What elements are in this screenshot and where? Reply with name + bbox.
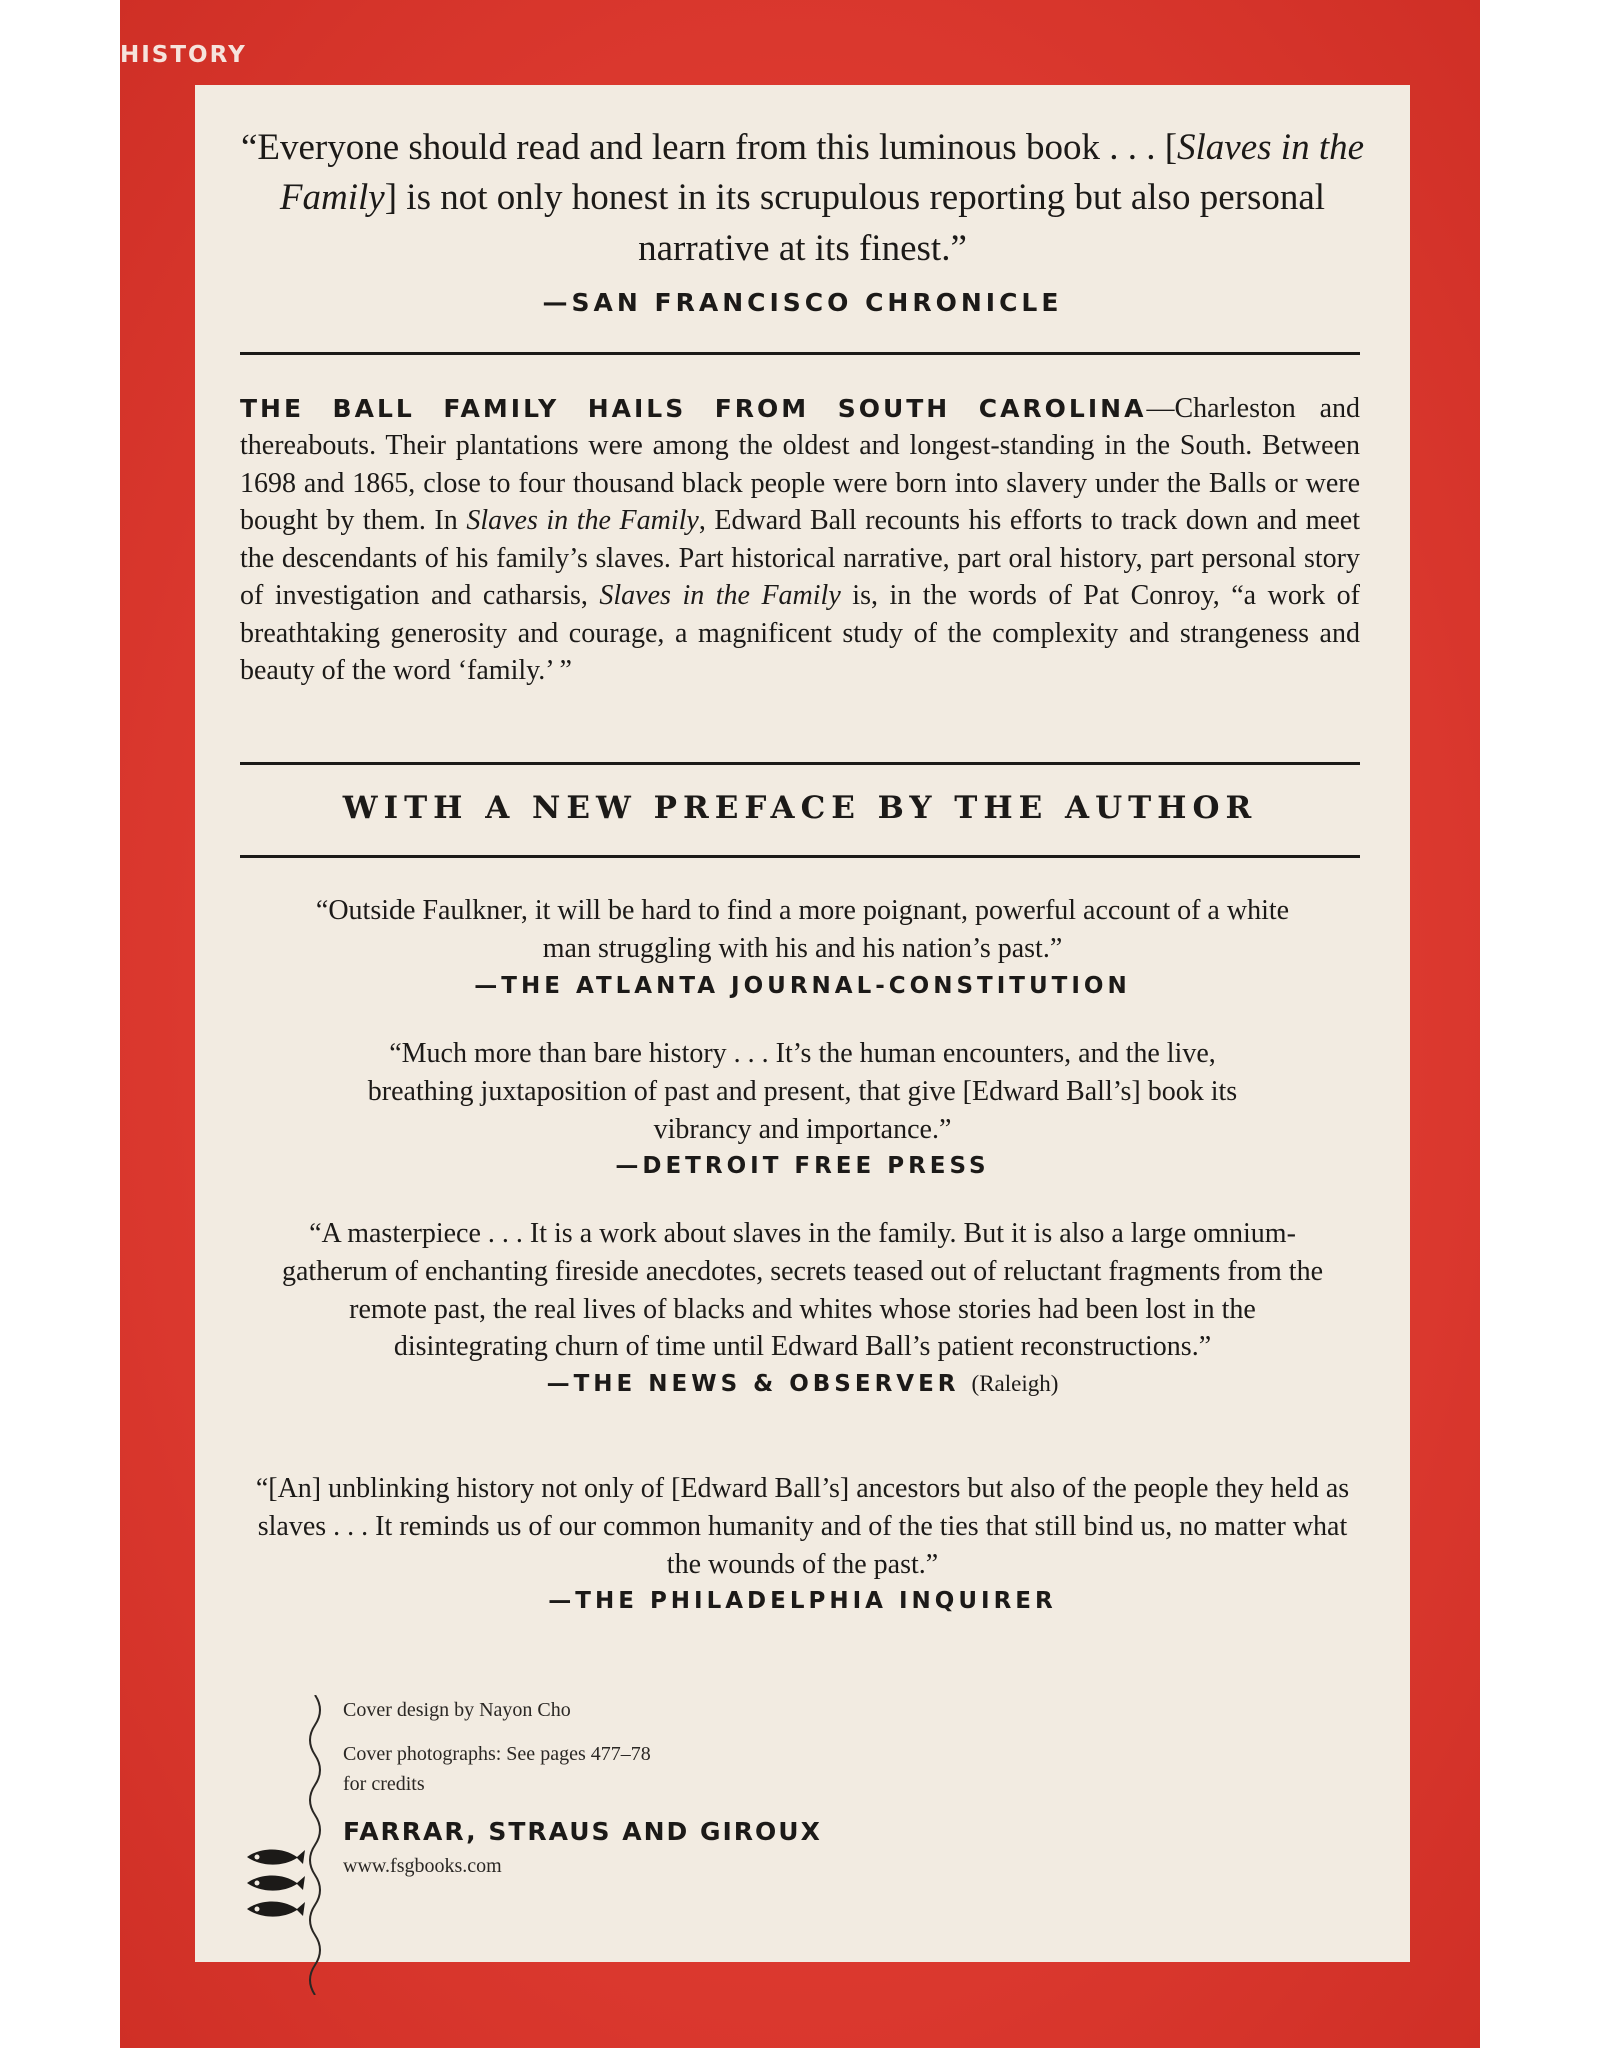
lead-quote-source: —SAN FRANCISCO CHRONICLE: [542, 287, 1063, 317]
credit-text: [343, 1695, 822, 1881]
lead-quote: [240, 123, 1365, 318]
divider-top: [240, 352, 1360, 355]
fsg-fish-icon: [243, 1845, 307, 1925]
lead-quote-title: Slaves in the Family: [279, 127, 1365, 219]
squiggle-divider-icon: [303, 1695, 327, 1995]
lead-quote-text: [240, 123, 1365, 274]
review-quote-2: [335, 1035, 1270, 1183]
review-quote-4-source: —THE PHILADELPHIA INQUIRER: [548, 1588, 1057, 1615]
cover-design-credit: Cover design by Nayon Cho: [343, 1699, 571, 1721]
publisher-website: www.fsgbooks.com: [343, 1854, 502, 1877]
summary-part1: —Charleston and thereabouts. Their plantations were among the oldest and longest-standing in the South. Between 1698 and 1865, close to four thousand black people were born into slavery under the Balls or were bought by them. In: [240, 393, 1360, 537]
review-quote-2-text: “Much more than bare history . . . It’s the human encounters, and the live, breathing juxtaposition of past and present, that give [Edward Ball’s] book its vibrancy and importance.”: [367, 1038, 1238, 1145]
review-quote-1: [295, 892, 1310, 1002]
review-quote-4: [245, 1470, 1360, 1618]
review-quote-1-source: —THE ATLANTA JOURNAL-CONSTITUTION: [474, 972, 1131, 999]
credits-block: [243, 1695, 843, 2015]
review-quote-4-text: “[An] unblinking history not only of [Edward Ball’s] ancestors but also of the people they held as slaves . . . It reminds us of our common humanity and of the ties that still bind us, no matter what the wounds of the past.”: [255, 1473, 1350, 1580]
summary-part2: , Edward Ball recounts his efforts to track down and meet the descendants of his family’s slaves. Part historical narrative, part oral history, part personal story of investigation and catharsis,: [240, 505, 1361, 612]
review-quote-3-text: “A masterpiece . . . It is a work about slaves in the family. But it is also a large omnium-gatherum of enchanting fireside anecdotes, secrets teased out of reluctant fragments from the remote past, the real lives of blacks and whites whose stories had been lost in the disintegrating churn of time until Edward Ball’s patient reconstructions.”: [281, 1218, 1324, 1363]
category-label: HISTORY: [120, 42, 247, 68]
publisher-name: FARRAR, STRAUS AND GIROUX: [343, 1817, 822, 1846]
summary-title1: Slaves in the Family: [466, 505, 699, 537]
review-quote-3-source-line: [275, 1368, 1330, 1400]
cover-photo-credit-line2: for credits: [343, 1773, 425, 1795]
preface-banner: WITH A NEW PREFACE BY THE AUTHOR: [342, 790, 1258, 826]
review-quote-2-source: —DETROIT FREE PRESS: [615, 1153, 990, 1180]
review-quote-3-source-note: (Raleigh): [971, 1371, 1059, 1397]
cover-photo-credit-line1: Cover photographs: See pages 477–78: [343, 1743, 651, 1765]
divider-middle: [240, 762, 1360, 765]
lead-quote-part2: ] is not only honest in its scrupulous reporting but also personal narrative at its finest.”: [384, 177, 1326, 269]
content-panel: [195, 85, 1410, 1962]
review-quote-1-text: “Outside Faulkner, it will be hard to find a more poignant, powerful account of a white man struggling with his and his nation’s past.”: [315, 895, 1290, 964]
review-quote-3-source: —THE NEWS & OBSERVER: [546, 1371, 960, 1398]
summary-part3: is, in the words of Pat Conroy, “a work of breathtaking generosity and courage, a magnificent study of the complexity and strangeness and beauty of the word ‘family.’ ”: [240, 580, 1361, 687]
book-summary: [240, 390, 1360, 690]
review-quote-3: [275, 1215, 1330, 1400]
lead-quote-part1: “Everyone should read and learn from this luminous book . . . [: [240, 127, 1178, 168]
summary-lead-caps: THE BALL FAMILY HAILS FROM SOUTH CAROLINA: [240, 394, 1147, 423]
divider-bottom: [240, 855, 1360, 858]
summary-title2: Slaves in the Family: [599, 580, 841, 612]
